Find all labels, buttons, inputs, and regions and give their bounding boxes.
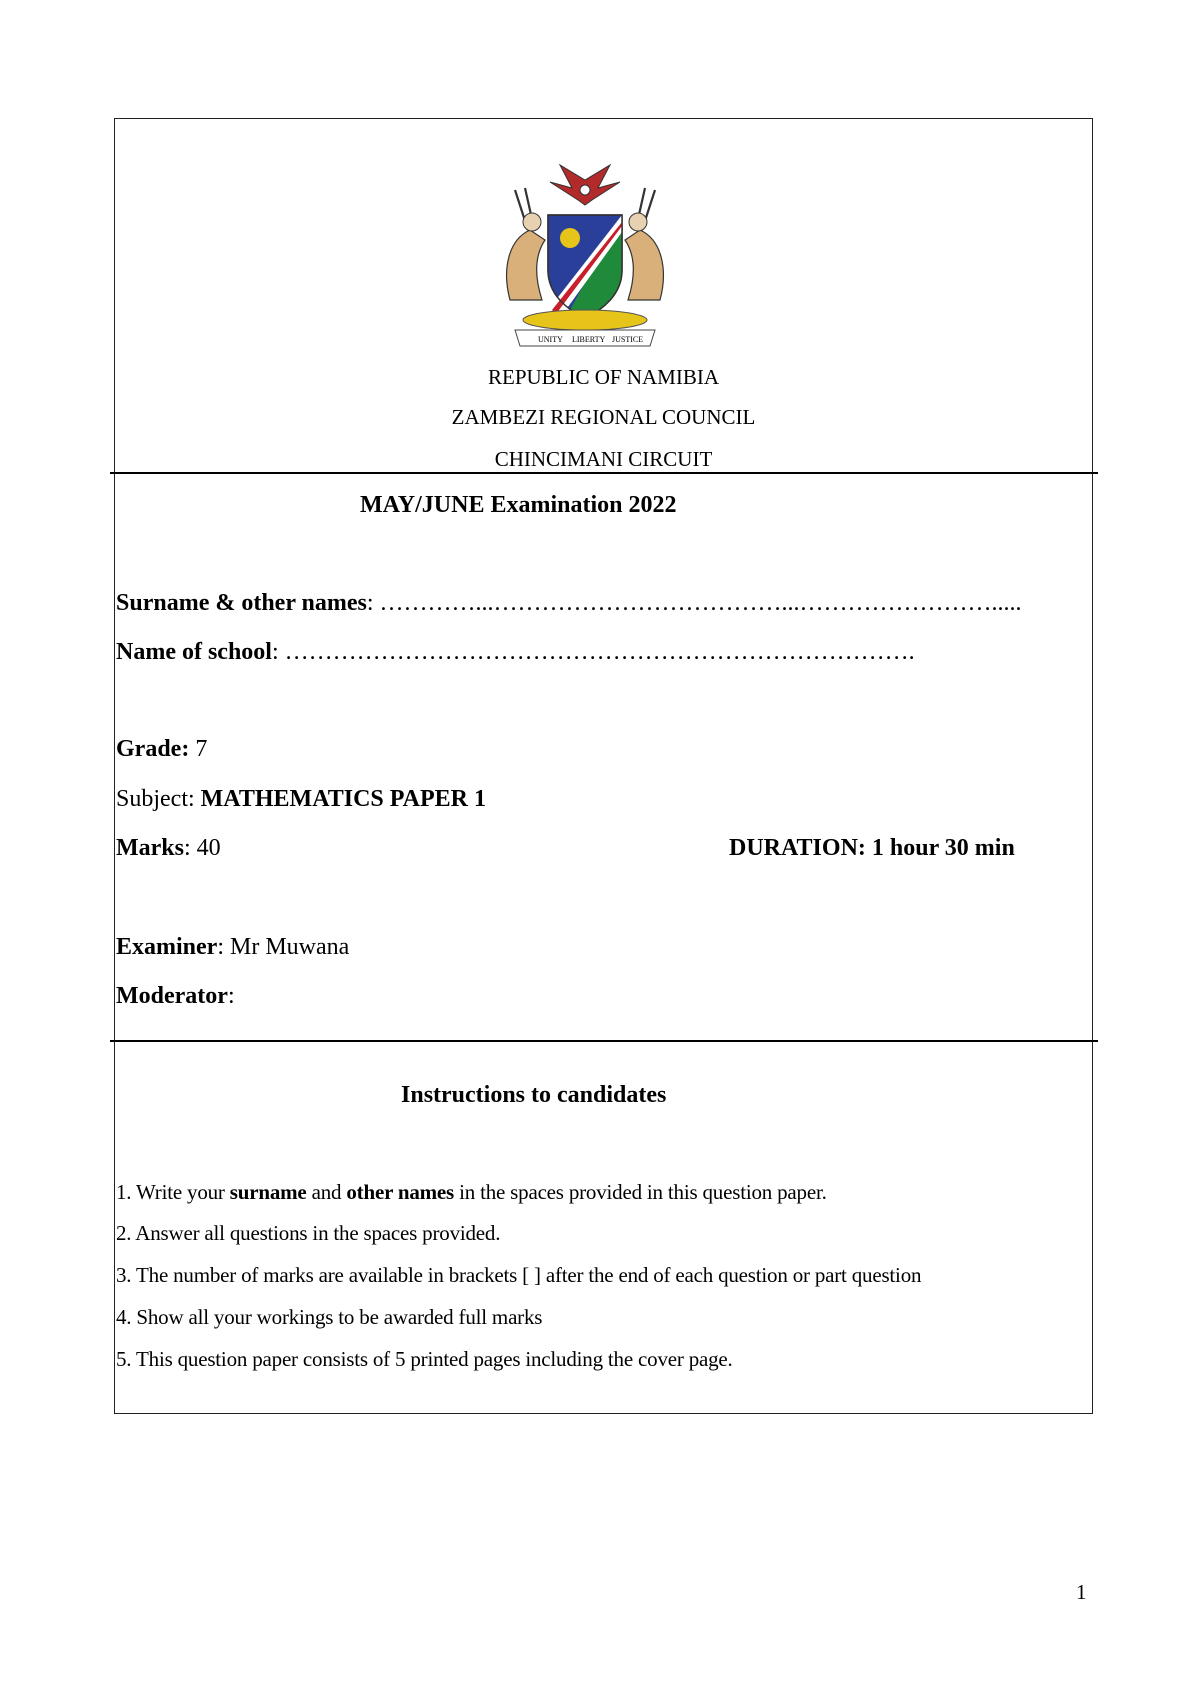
crest-motto-2: LIBERTY [572,335,606,344]
grade-line [116,736,207,763]
marks-line [116,835,221,862]
instruction-item-2: 2. Answer all questions in the spaces provided. [116,1221,501,1245]
grade-value: 7 [189,736,208,762]
exam-title: MAY/JUNE Examination 2022 [360,492,677,518]
examiner-label: Examiner [116,934,218,960]
surname-fill: : …………...………………………………...……………………..... [366,590,1022,616]
instruction-1-part-c: and [306,1180,347,1204]
subject-label: Subject: [116,786,195,812]
school-label: Name of school [116,639,272,665]
instructions-title: Instructions to candidates [401,1082,667,1108]
grade-label: Grade: [116,736,190,762]
instruction-item-5: 5. This question paper consists of 5 printed pages including the cover page. [116,1347,733,1371]
surname-label: Surname & other names [116,590,367,616]
instruction-1-surname: surname [229,1180,307,1204]
subject-value: MATHEMATICS PAPER 1 [194,786,486,812]
instruction-item-4: 4. Show all your workings to be awarded full marks [116,1305,543,1329]
instruction-1-part-e: in the spaces provided in this question paper. [454,1180,827,1204]
crest-motto-3: JUSTICE [612,335,644,344]
page-number: 1 [1076,1580,1087,1604]
school-line [116,639,915,666]
marks-value: : 40 [184,835,221,861]
header-circuit: CHINCIMANI CIRCUIT [494,447,713,471]
moderator-label: Moderator [116,983,228,1009]
marks-label: Marks [116,835,184,861]
instruction-item-1 [116,1180,827,1205]
instruction-1-part-a: 1. Write your [116,1180,230,1204]
subject-line [116,786,486,813]
examiner-value: : Mr Muwana [217,934,350,960]
school-fill: : ……………………………………………………………………. [271,639,915,665]
surname-line [116,590,1022,617]
header-republic: REPUBLIC OF NAMIBIA [487,365,720,389]
instruction-1-other-names: other names [346,1180,455,1204]
duration: DURATION: 1 hour 30 min [729,835,1015,861]
moderator-line [116,983,235,1010]
instruction-item-3: 3. The number of marks are available in brackets [ ] after the end of each question or part question [116,1263,922,1287]
header-regional-council: ZAMBEZI REGIONAL COUNCIL [451,405,756,429]
crest-motto-1: UNITY [538,335,563,344]
section-divider-1 [110,472,1098,474]
namibia-coat-of-arms-icon [490,160,680,350]
section-divider-2 [110,1040,1098,1042]
moderator-value: : [227,983,235,1009]
examiner-line [116,934,349,961]
